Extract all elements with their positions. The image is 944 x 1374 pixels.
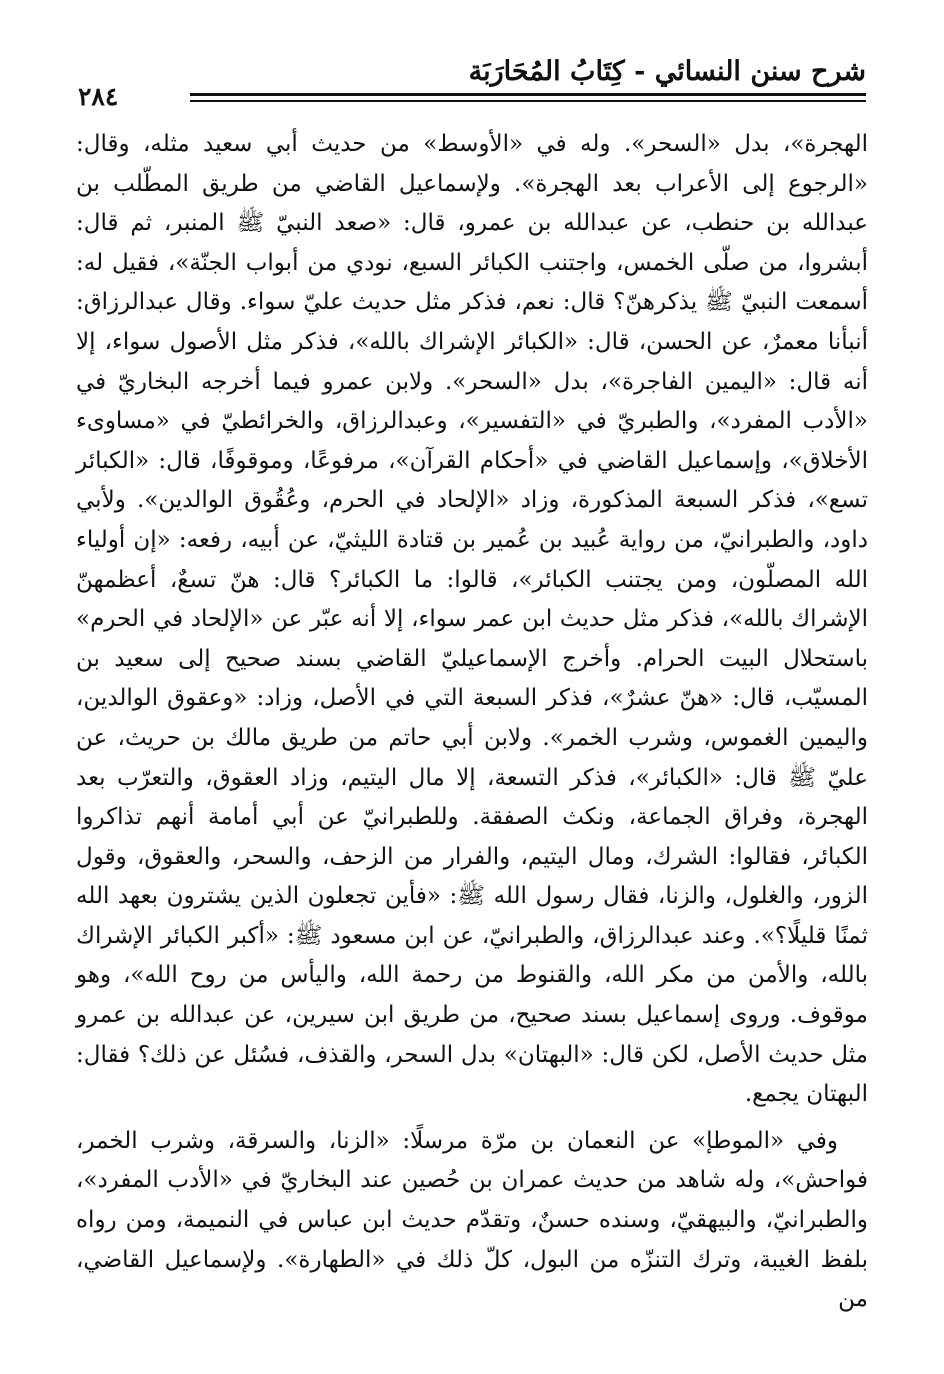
header-rule-thick (190, 93, 866, 96)
page-header (78, 52, 866, 110)
paragraph-2: وفي «الموطإ» عن النعمان بن مرّة مرسلًا: «الزنا، والسرقة، وشرب الخمر، فواحش»، وله شاهد من حديث عمران بن حُصين عند البخاريّ في «الأدب المفرد»، والطبرانيّ، والبيهقيّ، وسنده حسنٌ، وتقدّم حديث ابن عباس في النميمة، ومن رواه بلفظ الغيبة، وترك التنزّه من البول، كلّ ذلك في «الطهارة». ولإسماعيل القاضي، من (76, 1127, 868, 1313)
header-rule-thin (190, 100, 866, 102)
body-text (76, 125, 868, 1320)
page-number: ٢٨٤ (78, 82, 119, 111)
running-title: شرح سنن النسائي - كِتَابُ المُحَارَبَة (468, 56, 866, 87)
paragraph-1: الهجرة»، بدل «السحر». وله في «الأوسط» من حديث أبي سعيد مثله، وقال: «الرجوع إلى الأعراب بعد الهجرة». ولإسماعيل القاضي من طريق المطّلب بن عبدالله بن حنطب، عن عبدالله بن عمرو، قال: «صعد النبيّ ﷺ المنبر، ثم قال: أبشروا، من صلّى الخمس، واجتنب الكبائر السبع، نودي من أبواب الجنّة»، فقيل له: أسمعت النبيّ ﷺ يذكرهنّ؟ قال: نعم، فذكر مثل حديث عليّ سواء. وقال عبدالرزاق: أنبأنا معمرٌ، عن الحسن، قال: «الكبائر الإشراك بالله»، فذكر مثل الأصول سواء، إلا أنه قال: «اليمين الفاجرة»، بدل «السحر». ولابن عمرو فيما أخرجه البخاريّ في «الأدب المفرد»، والطبريّ في «التفسير»، وعبدالرزاق، والخرائطيّ في «مساوىء الأخلاق»، وإسماعيل القاضي في «أحكام القرآن»، مرفوعًا، وموقوفًا، قال: «الكبائر تسع»، فذكر السبعة المذكورة، وزاد «الإلحاد في الحرم، وعُقُوق الوالدين». ولأبي داود، والطبرانيّ، من رواية عُبيد بن عُمير بن قتادة الليثيّ، عن أبيه، رفعه: «إن أولياء الله المصلّون، ومن يجتنب الكبائر»، قالوا: ما الكبائر؟ قال: هنّ تسعٌ، أعظمهنّ الإشراك بالله»، فذكر مثل حديث ابن عمر سواء، إلا أنه عبّر عن «الإلحاد في الحرم» باستحلال البيت الحرام. وأخرج الإسماعيليّ القاضي بسند صحيح إلى سعيد بن المسيّب، قال: «هنّ عشرٌ»، فذكر السبعة التي في الأصل، وزاد: «وعقوق الوالدين، واليمين الغموس، وشرب الخمر». ولابن أبي حاتم من طريق مالك بن حريث، عن عليّ ﷺ قال: «الكبائر»، فذكر التسعة، إلا مال اليتيم، وزاد العقوق، والتعرّب بعد الهجرة، وفراق الجماعة، ونكث الصفقة. وللطبرانيّ عن أبي أمامة أنهم تذاكروا الكبائر، فقالوا: الشرك، ومال اليتيم، والفرار من الزحف، والسحر، والعقوق، وقول الزور، والغلول، والزنا، فقال رسول الله ﷺ: «فأين تجعلون الذين يشترون بعهد الله ثمنًا قليلًا؟». وعند عبدالرزاق، والطبرانيّ، عن ابن مسعود ﷺ: «أكبر الكبائر الإشراك بالله، والأمن من مكر الله، والقنوط من رحمة الله، واليأس من روح الله»، وهو موقوف. وروى إسماعيل بسند صحيح، من طريق ابن سيرين، عن عبدالله بن عمرو مثل حديث الأصل، لكن قال: «البهتان» بدل السحر، والقذف، فسُئل عن ذلك؟ فقال: البهتان يجمع. (76, 131, 868, 1108)
